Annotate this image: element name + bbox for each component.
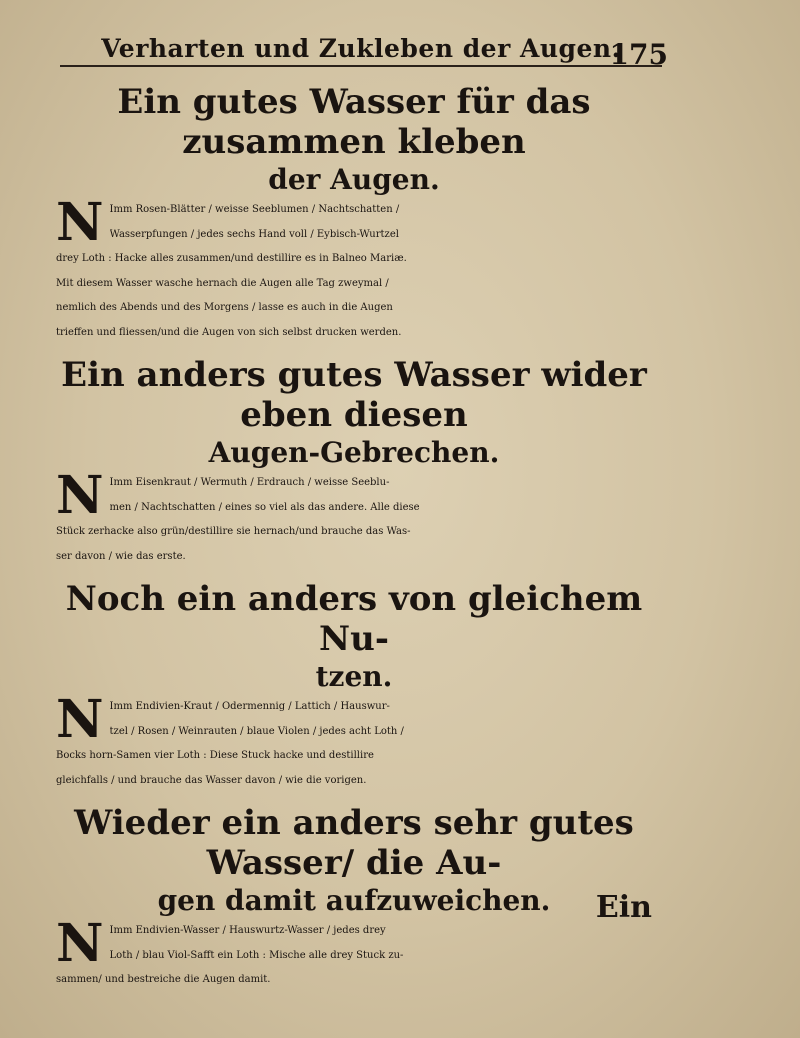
- running-title: Verharten und Zukleben der Augen.: [101, 34, 621, 63]
- heading-line: Augen-Gebrechen.: [208, 436, 500, 469]
- text-line: nemlich des Abends und des Morgens / lasse es auch in die Augen: [56, 302, 393, 313]
- text-line: men / Nachtschatten / eines so viel als das andere. Alle diese: [109, 501, 420, 513]
- heading-line: tzen.: [315, 660, 393, 693]
- heading-line: Wieder ein anders sehr gutes Wasser/ die Au-: [74, 803, 634, 883]
- text-line: Imm Endivien-Kraut / Odermennig / Lattich / Hauswur-: [109, 701, 390, 712]
- drop-cap: N: [56, 192, 104, 253]
- text-line: sammen/ und bestreiche die Augen damit.: [56, 974, 271, 985]
- text-line: Stück zerhacke also grün/destillire sie hernach/und brauche das Was-: [56, 526, 411, 537]
- heading-line: Ein anders gutes Wasser wider eben diesen: [61, 355, 647, 435]
- page-body: [56, 78, 652, 993]
- catchword: Ein: [595, 890, 652, 925]
- text-line: Imm Eisenkraut / Wermuth / Erdrauch / weisse Seeblu-: [109, 477, 390, 488]
- text-line: Loth / blau Viol-Safft ein Loth : Mische alle drey Stuck zu-: [109, 949, 404, 961]
- text-line: Wasserpfungen / jedes sechs Hand voll / Eybisch-Wurtzel: [109, 228, 399, 240]
- recipe-section: [56, 579, 652, 793]
- section-heading: [56, 579, 652, 695]
- recipe-section: [56, 355, 652, 569]
- text-line: trieffen und fliessen/und die Augen von sich selbst drucken werden.: [56, 326, 402, 338]
- section-heading: [56, 82, 652, 198]
- text-line: gleichfalls / und brauche das Wasser davon / wie die vorigen.: [56, 774, 367, 786]
- running-head: [60, 34, 662, 67]
- text-line: Mit diesem Wasser wasche hernach die Augen alle Tag zweymal /: [56, 277, 389, 289]
- heading-line: Noch ein anders von gleichem Nu-: [65, 579, 643, 659]
- recipe-section: [56, 803, 652, 993]
- drop-cap: N: [56, 689, 104, 750]
- text-line: ser davon / wie das erste.: [56, 550, 186, 562]
- heading-line: Ein gutes Wasser für das zusammen kleben: [117, 82, 591, 162]
- section-heading: [56, 803, 652, 919]
- recipe-paragraph: [56, 465, 652, 569]
- drop-cap: N: [56, 913, 104, 974]
- recipe-paragraph: [56, 192, 652, 345]
- text-line: Imm Rosen-Blätter / weisse Seeblumen / Nachtschatten /: [109, 204, 400, 215]
- text-line: drey Loth : Hacke alles zusammen/und destillire es in Balneo Mariæ.: [56, 253, 407, 264]
- text-line: Bocks horn-Samen vier Loth : Diese Stuck hacke und destillire: [56, 750, 374, 761]
- recipe-paragraph: [56, 689, 652, 793]
- text-line: tzel / Rosen / Weinrauten / blaue Violen / jedes acht Loth /: [109, 725, 404, 737]
- text-line: Imm Endivien-Wasser / Hauswurtz-Wasser / jedes drey: [109, 925, 386, 936]
- page-number: 175: [609, 38, 668, 71]
- recipe-paragraph: [56, 913, 652, 993]
- section-heading: [56, 355, 652, 471]
- drop-cap: N: [56, 465, 104, 526]
- heading-line: gen damit aufzuweichen.: [157, 884, 551, 917]
- heading-line: der Augen.: [268, 163, 440, 196]
- recipe-section: [56, 82, 652, 345]
